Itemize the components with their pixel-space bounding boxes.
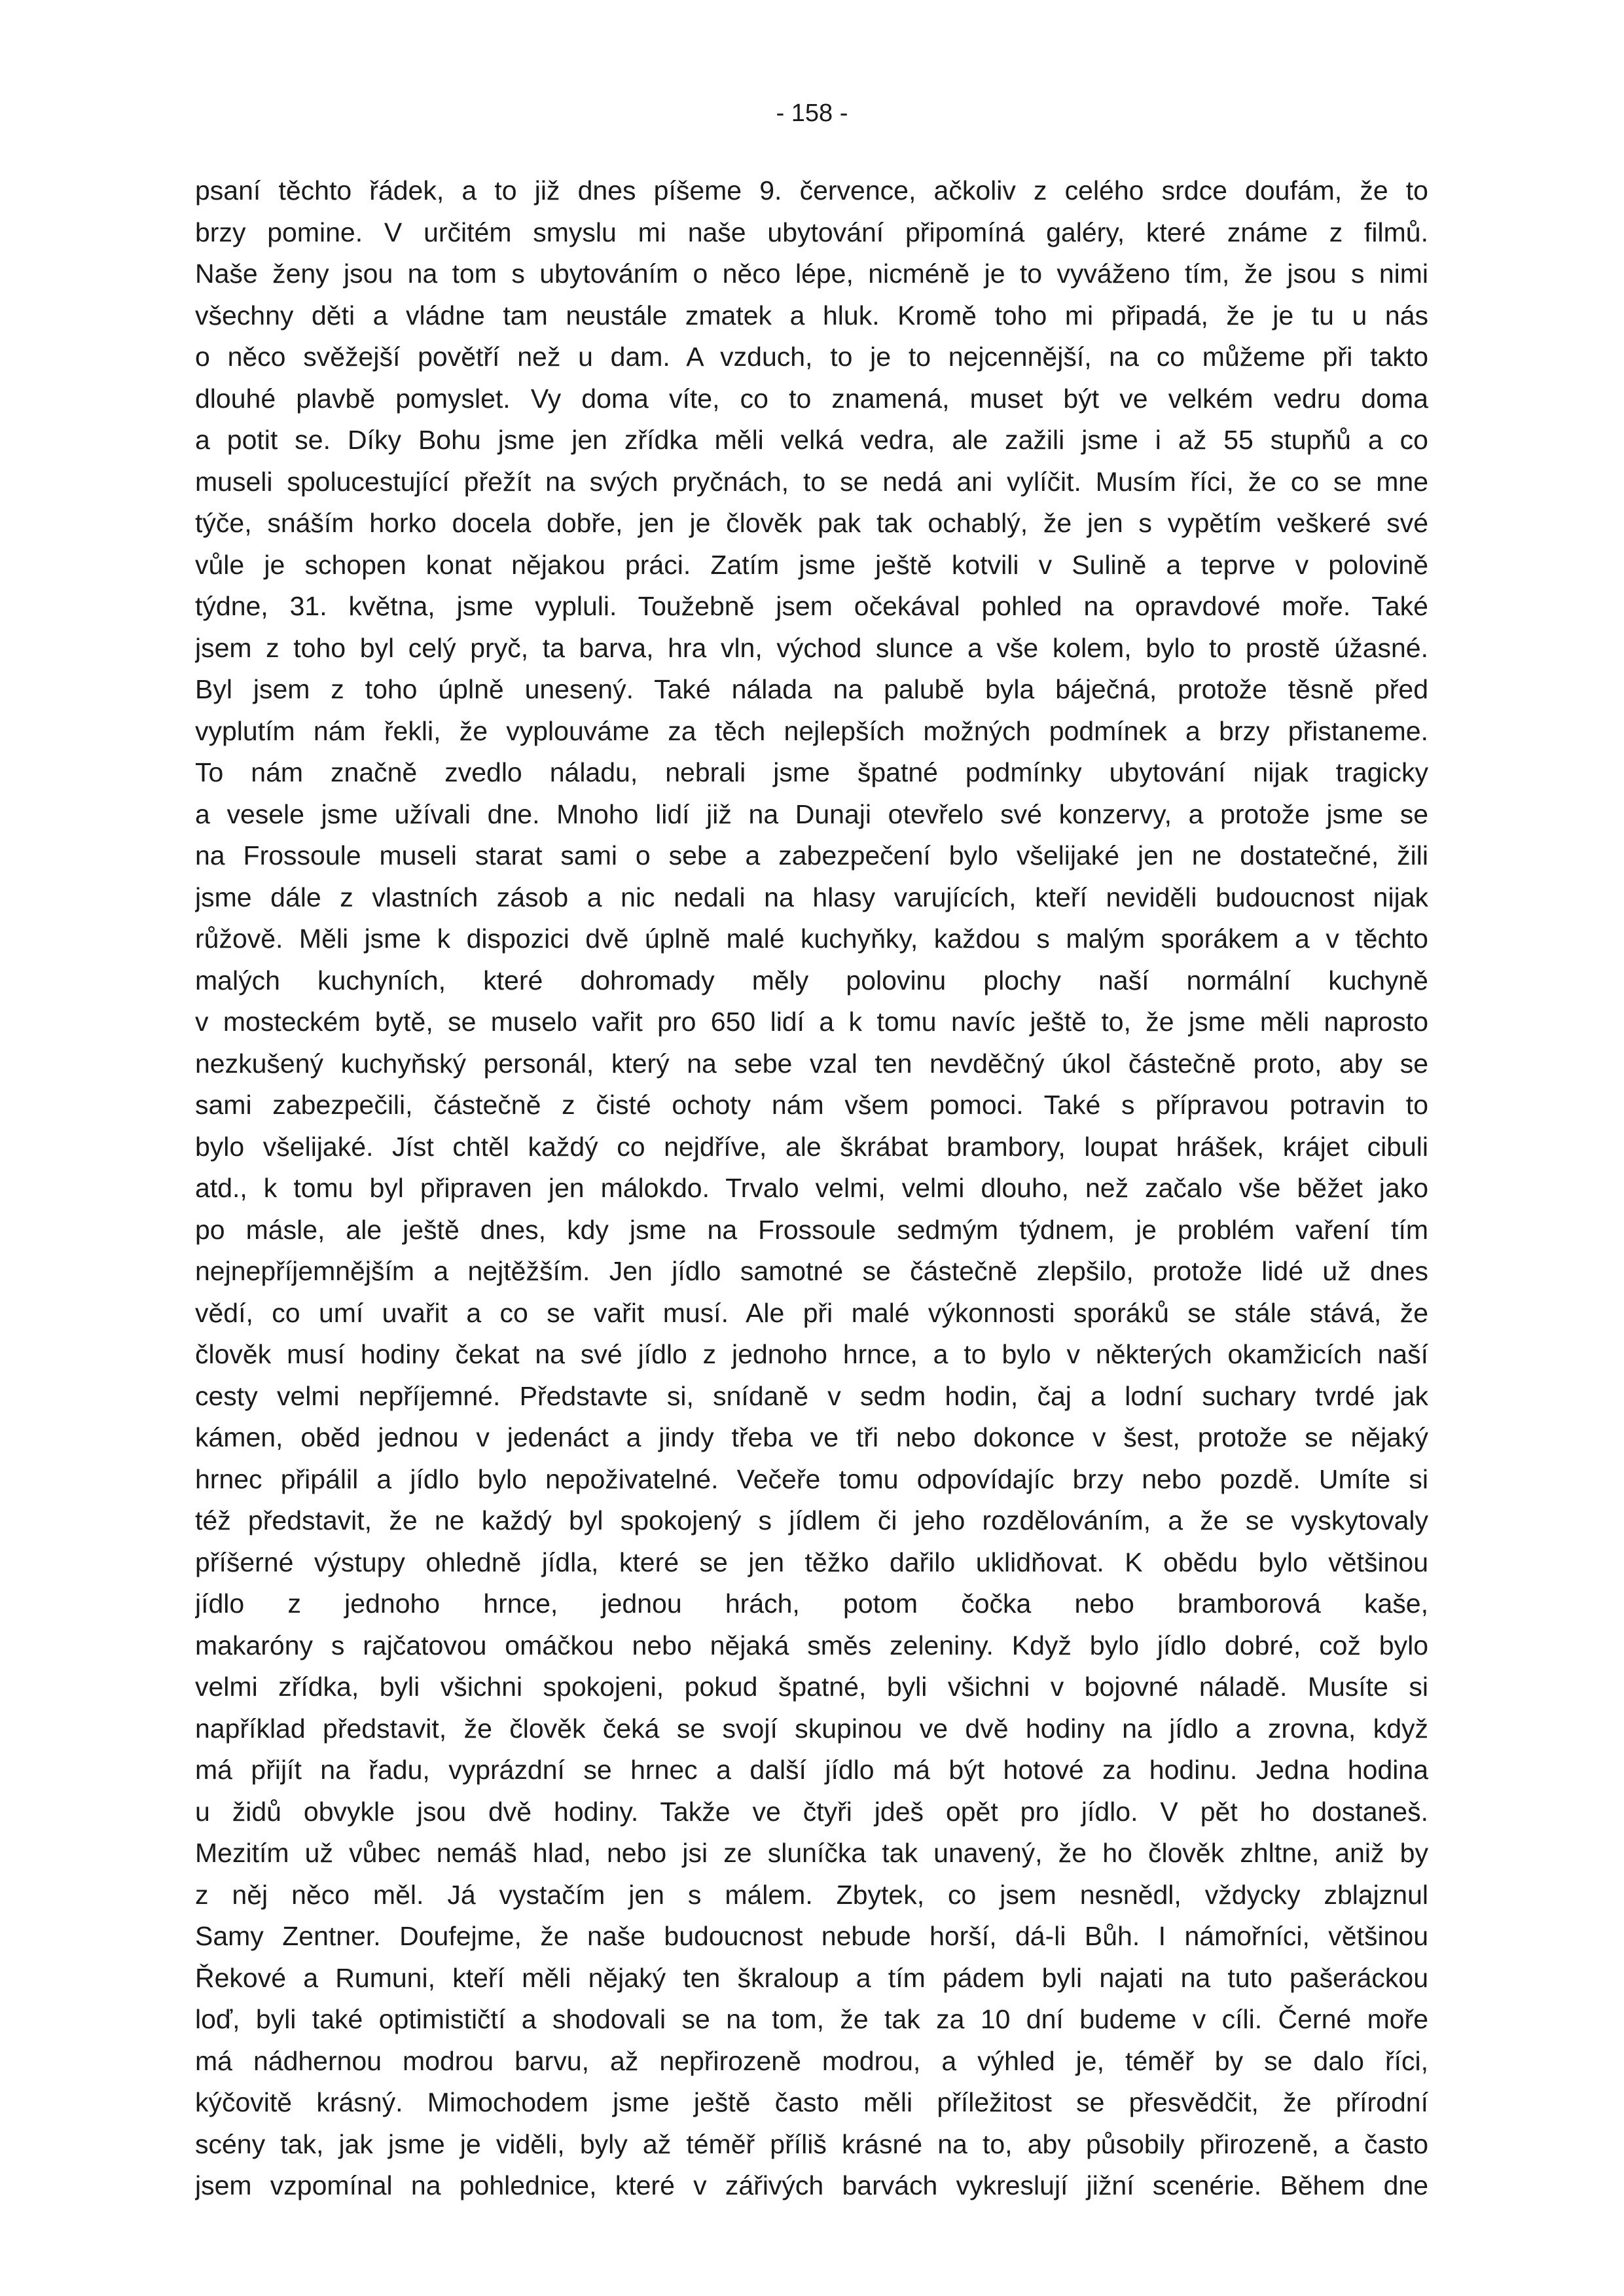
text-line: hrnec připálil a jídlo bylo nepoživatelné. Večeře tomu odpovídajíc brzy nebo pozdě. Umíte si <box>195 1463 1428 1494</box>
text-line: cesty velmi nepříjemné. Představte si, snídaně v sedm hodin, čaj a lodní suchary tvrdé jak <box>195 1380 1428 1411</box>
text-line: člověk musí hodiny čekat na své jídlo z jednoho hrnce, a to bylo v některých okamžicích naší <box>195 1339 1428 1369</box>
text-line: nezkušený kuchyňský personál, který na sebe vzal ten nevděčný úkol částečně proto, aby se <box>195 1048 1428 1079</box>
text-line: velmi zřídka, byli všichni spokojeni, pokud špatné, byli všichni v bojovné náladě. Musíte si <box>195 1672 1428 1702</box>
text-line: makaróny s rajčatovou omáčkou nebo nějaká směs zeleniny. Když bylo jídlo dobré, což bylo <box>195 1630 1428 1660</box>
text-line: Samy Zentner. Doufejme, že naše budoucnost nebude horší, dá-li Bůh. I námořníci, většinou <box>195 1921 1428 1951</box>
text-line: nejnepříjemnějším a nejtěžším. Jen jídlo samotné se částečně zlepšilo, protože lidé už dnes <box>195 1256 1428 1286</box>
text-line: dlouhé plavbě pomyslet. Vy doma víte, co to znamená, muset být ve velkém vedru doma <box>195 383 1428 414</box>
text-line: Byl jsem z toho úplně unesený. Také nálada na palubě byla báječná, protože těsně před <box>195 674 1428 704</box>
text-line: týdne, 31. května, jsme vypluli. Toužebně jsem očekával pohled na opravdové moře. Také <box>195 591 1428 621</box>
text-line: vyplutím nám řekli, že vyplouváme za těch nejlepších možných podmínek a brzy přistaneme. <box>195 715 1428 746</box>
text-line: vůle je schopen konat nějakou práci. Zatím jsme ještě kotvili v Sulině a teprve v polovině <box>195 549 1428 580</box>
text-line: týče, snáším horko docela dobře, jen je člověk pak tak ochablý, že jen s vypětím veškeré své <box>195 508 1428 538</box>
text-line: jsem z toho byl celý pryč, ta barva, hra vln, východ slunce a vše kolem, bylo to prostě úžasné. <box>195 632 1428 663</box>
text-line: na Frossoule museli starat sami o sebe a zabezpečení bylo všelijaké jen ne dostatečné, žili <box>195 840 1428 870</box>
text-line: malých kuchyních, které dohromady měly polovinu plochy naší normální kuchyně <box>195 965 1428 996</box>
text-line: Řekové a Rumuni, kteří měli nějaký ten škraloup a tím pádem byli najati na tuto pašeráckou <box>195 1962 1428 1993</box>
text-line: o něco svěžejší povětří než u dam. A vzduch, to je to nejcennější, na co můžeme při takto <box>195 342 1428 372</box>
text-line: růžově. Měli jsme k dispozici dvě úplně malé kuchyňky, každou s malým sporákem a v těchto <box>195 924 1428 954</box>
text-line: kýčovitě krásný. Mimochodem jsme ještě často měli příležitost se přesvědčit, že přírodní <box>195 2087 1428 2117</box>
body-text <box>195 170 1428 2207</box>
text-line: brzy pomine. V určitém smyslu mi naše ubytování připomíná galéry, které známe z filmů. <box>195 217 1428 247</box>
text-line: příšerné výstupy ohledně jídla, které se jen těžko dařilo uklidňovat. K obědu bylo většinou <box>195 1547 1428 1577</box>
text-line: a vesele jsme užívali dne. Mnoho lidí již na Dunaji otevřelo své konzervy, a protože jsme se <box>195 798 1428 829</box>
text-line: scény tak, jak jsme je viděli, byly až téměř příliš krásné na to, aby působily přirozeně, a často <box>195 2128 1428 2159</box>
text-line: má přijít na řadu, vyprázdní se hrnec a další jídlo má být hotové za hodinu. Jedna hodina <box>195 1755 1428 1785</box>
text-line: má nádhernou modrou barvu, až nepřirozeně modrou, a výhled je, téměř by se dalo říci, <box>195 2045 1428 2076</box>
text-line: v mosteckém bytě, se muselo vařit pro 650 lidí a k tomu navíc ještě to, že jsme měli naprosto <box>195 1007 1428 1037</box>
text-line: jsme dále z vlastních zásob a nic nedali na hlasy varujících, kteří neviděli budoucnost nijak <box>195 882 1428 912</box>
text-line: loď, byli také optimističtí a shodovali se na tom, že tak za 10 dní budeme v cíli. Černé moře <box>195 2004 1428 2034</box>
text-line: To nám značně zvedlo náladu, nebrali jsme špatné podmínky ubytování nijak tragicky <box>195 757 1428 787</box>
text-line: též představit, že ne každý byl spokojený s jídlem či jeho rozdělováním, a že se vyskytovaly <box>195 1505 1428 1535</box>
text-line: z něj něco měl. Já vystačím jen s málem. Zbytek, co jsem nesnědl, vždycky zblajznul <box>195 1879 1428 1910</box>
text-line: a potit se. Díky Bohu jsme jen zřídka měli velká vedra, ale zažili jsme i až 55 stupňů a co <box>195 425 1428 455</box>
text-line: Mezitím už vůbec nemáš hlad, nebo jsi ze sluníčka tak unavený, že ho člověk zhltne, aniž by <box>195 1838 1428 1868</box>
text-line: museli spolucestující přežít na svých pryčnách, to se nedá ani vylíčit. Musím říci, že co se mne <box>195 466 1428 497</box>
text-line: například představit, že člověk čeká se svojí skupinou ve dvě hodiny na jídlo a zrovna, když <box>195 1713 1428 1744</box>
text-line: psaní těchto řádek, a to již dnes píšeme 9. července, ačkoliv z celého srdce doufám, že to <box>195 175 1428 206</box>
text-line: po másle, ale ještě dnes, kdy jsme na Frossoule sedmým týdnem, je problém vaření tím <box>195 1214 1428 1245</box>
text-line: jsem vzpomínal na pohlednice, které v zářivých barvách vykreslují jižní scenérie. Během dne <box>195 2170 1428 2200</box>
text-line: všechny děti a vládne tam neustále zmatek a hluk. Kromě toho mi připadá, že je tu u nás <box>195 300 1428 331</box>
text-line: jídlo z jednoho hrnce, jednou hrách, potom čočka nebo bramborová kaše, <box>195 1588 1428 1619</box>
text-line: Naše ženy jsou na tom s ubytováním o něco lépe, nicméně je to vyváženo tím, že jsou s nimi <box>195 259 1428 289</box>
text-line: sami zabezpečili, částečně z čisté ochoty nám všem pomoci. Také s přípravou potravin to <box>195 1090 1428 1120</box>
page-number: - 158 - <box>776 99 848 127</box>
text-line: u židů obvykle jsou dvě hodiny. Takže ve čtyři jdeš opět pro jídlo. V pět ho dostaneš. <box>195 1796 1428 1827</box>
text-line: atd., k tomu byl připraven jen málokdo. Trvalo velmi, velmi dlouho, než začalo vše běžet jako <box>195 1173 1428 1203</box>
text-line: bylo všelijaké. Jíst chtěl každý co nejdříve, ale škrábat brambory, loupat hrášek, krájet cibuli <box>195 1131 1428 1162</box>
text-line: vědí, co umí uvařit a co se vařit musí. Ale při malé výkonnosti sporáků se stále stává, že <box>195 1297 1428 1328</box>
text-line: kámen, oběd jednou v jedenáct a jindy třeba ve tři nebo dokonce v šest, protože se nějaký <box>195 1422 1428 1452</box>
